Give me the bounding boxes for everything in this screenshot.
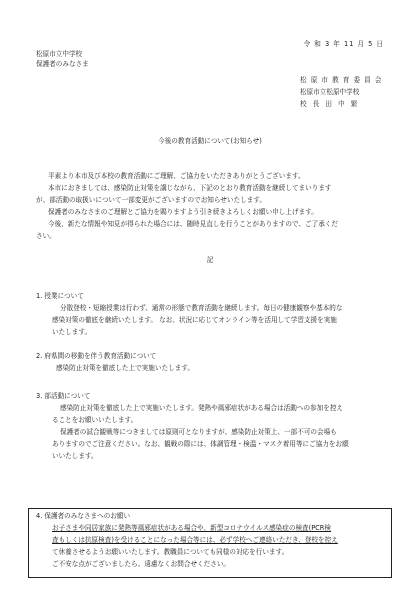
intro-line: さい。 <box>36 232 56 240</box>
section-line: 保護者の試合観戦等につきましては原則可となりますが、感染防止対策上、一部不可の会場も <box>60 428 337 436</box>
intro-line: 保護者のみなさまのご理解とご協力を賜りますよう引き続きよろしくお願い申し上げます。 <box>48 208 318 216</box>
section-line: て休養させるようお願いいたします。教職員についても同様の対応を行います。 <box>52 548 289 556</box>
intro-line: 本市におきましては、感染防止対策を講じながら、下記のとおり教育活動を継続してまいります <box>48 184 332 192</box>
sender-principal: 校 長 田 中 繁 <box>300 100 360 108</box>
document-title: 今後の教育活動について(お知らせ) <box>158 137 262 145</box>
section-line: 査もしくは抗原検査)を受けることになった場合等には、必ず学校へご連絡いただき、登校を控え <box>52 536 338 544</box>
section-line: 感染防止対策を徹底した上で実施いたします。発熱や風邪症状がある場合は活動への参加を控え <box>60 404 344 412</box>
sender-school: 松原市立松原中学校 <box>300 88 360 96</box>
section-line: ることをお願いいたします。 <box>52 416 138 424</box>
section-heading: 1. 授業について <box>36 292 84 300</box>
intro-line: が、部活動の取扱いについて一部変更がございますのでお知らせいたします。 <box>36 196 266 204</box>
recipient-school: 松原市立中学校 <box>36 50 83 58</box>
section-line: いたします。 <box>52 328 92 336</box>
intro-line: 今後、新たな情報や知見が得られた場合には、随時見直しを行うことがありますので、ご了承くだ <box>48 220 338 228</box>
sender-board: 松 原 市 教 育 委 員 会 <box>300 76 383 84</box>
section-line: 感染防止対策を徹底した上で実施いたします。 <box>56 364 194 372</box>
section-heading: 4. 保護者のみなさまへのお願い <box>36 512 131 520</box>
ki-heading: 記 <box>206 256 214 264</box>
recipient-guardians: 保護者のみなさま <box>36 60 89 68</box>
section-line: 分散登校・短縮授業は行わず、通常の形態で教育活動を継続します。毎日の健康観察や基本的な <box>60 304 343 312</box>
section-line: いいたします。 <box>52 452 98 460</box>
section-heading: 2. 府県間の移動を伴う教育活動について <box>36 352 157 360</box>
section-line: ありますのでご注意ください。なお、観戦の際には、体調管理・検温・マスク着用等にご協力をお願 <box>52 440 349 448</box>
section-line: お子さまや同居家族に発熱等風邪症状がある場合や、新型コロナウイルス感染症の検査(PCR検 <box>52 524 331 532</box>
section-line: 感染対策の徹底を継続いたします。 なお、状況に応じてオンライン等を活用して学習支援を実施 <box>52 316 337 324</box>
section-heading: 3. 部活動について <box>36 392 91 400</box>
section-line: ご不安な点がございましたら、遠慮なくお問合せください。 <box>52 560 231 568</box>
document-date: 令 和 3 年 11 月 5 日 <box>303 40 384 48</box>
intro-line: 平素より本市及び本校の教育活動にご理解、ご協力をいただきありがとうございます。 <box>48 172 305 180</box>
